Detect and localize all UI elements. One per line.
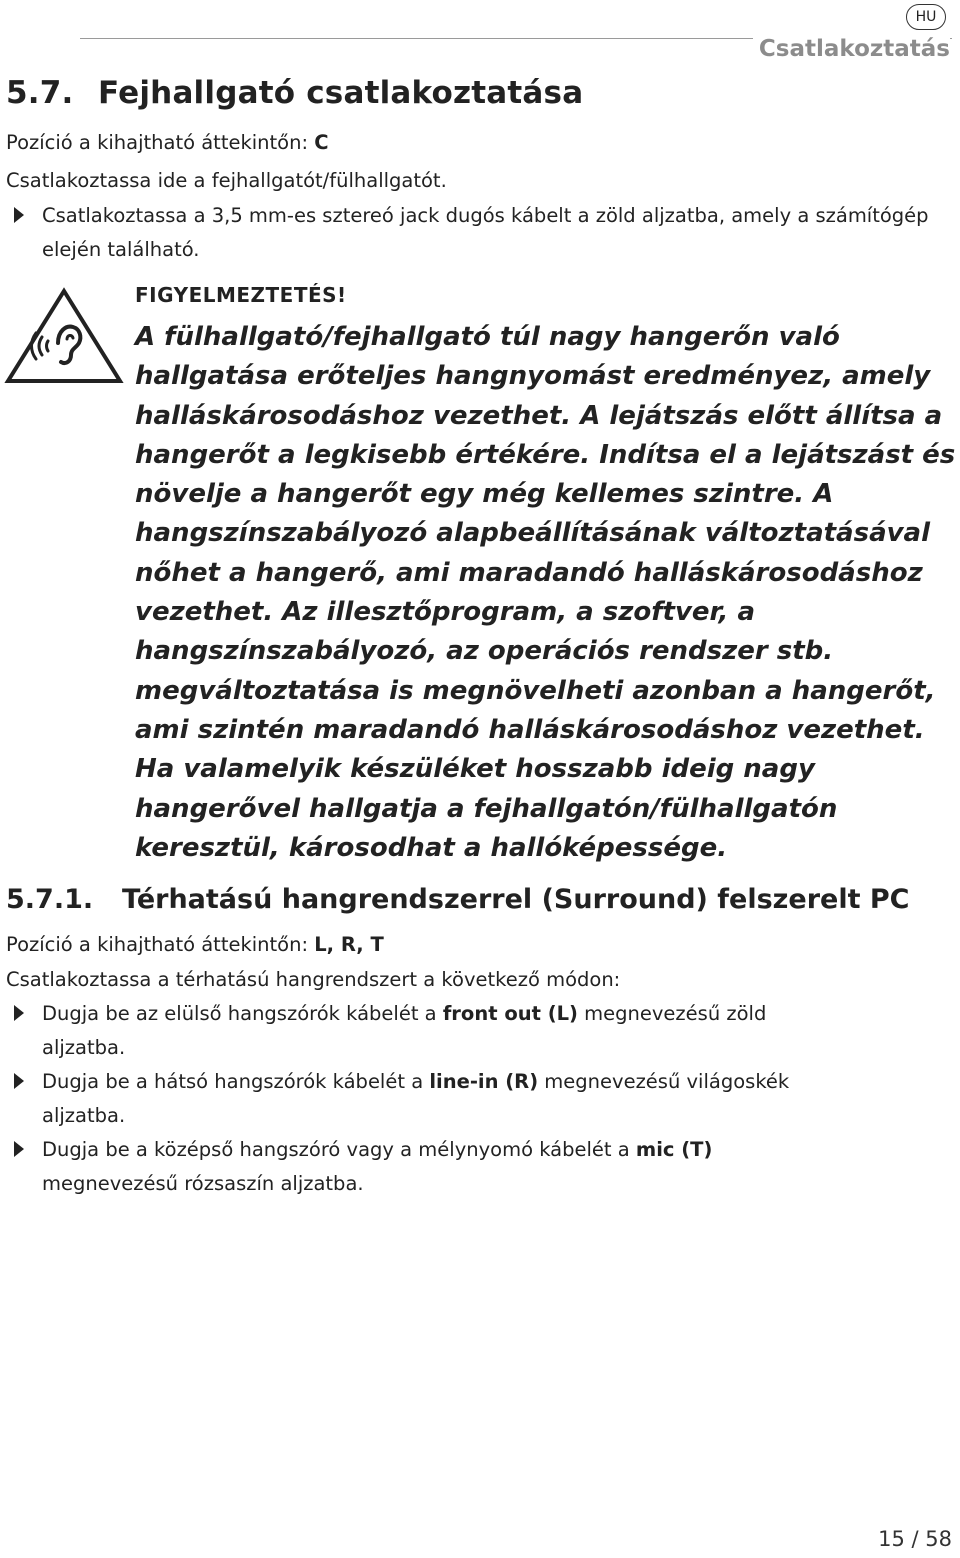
section-title: Fejhallgató csatlakoztatása: [98, 75, 584, 111]
position-value: L, R, T: [314, 933, 384, 956]
list-item-text: megnevezésű világoskék: [538, 1070, 790, 1093]
intro-text: Csatlakoztassa ide a fejhallgatót/fülhallgatót.: [6, 169, 447, 192]
bullet-arrow-icon: [14, 1005, 24, 1021]
header-section-title: Csatlakoztatás: [753, 36, 950, 62]
list-item-text: aljzatba.: [42, 1104, 126, 1127]
list-item-text: megnevezésű rózsaszín aljzatba.: [42, 1172, 364, 1195]
bullet-arrow-icon: [14, 1073, 24, 1089]
section-number: 5.7.: [6, 75, 74, 111]
subsection-number: 5.7.1.: [6, 884, 94, 915]
list-item: [6, 199, 946, 267]
list-item-text: megnevezésű zöld: [577, 1002, 767, 1025]
subsection-title: Térhatású hangrendszerrel (Surround) felszerelt PC: [122, 884, 910, 915]
position-prefix: Pozíció a kihajtható áttekintőn:: [6, 131, 315, 154]
section-heading: [6, 75, 583, 111]
subsection-heading: [6, 884, 909, 915]
page-number: 15 / 58: [878, 1527, 952, 1551]
position-line: [6, 928, 384, 962]
socket-label: mic (T): [635, 1138, 713, 1161]
bullet-arrow-icon: [14, 207, 24, 223]
socket-label: line-in (R): [429, 1070, 539, 1093]
list-item: [6, 1065, 946, 1133]
list-item-text: Dugja be a középső hangszóró vagy a mélynyomó kábelét a: [42, 1138, 636, 1161]
bullet-arrow-icon: [14, 1141, 24, 1157]
language-badge: HU: [906, 4, 946, 30]
list-item: [6, 1133, 946, 1201]
list-item: [6, 997, 946, 1065]
socket-label: front out (L): [442, 1002, 578, 1025]
ear-warning-icon: [4, 287, 124, 387]
intro-text: Csatlakoztassa a térhatású hangrendszert a következő módon:: [6, 968, 621, 991]
position-prefix: Pozíció a kihajtható áttekintőn:: [6, 933, 315, 956]
list-item-text: Dugja be az elülső hangszórók kábelét a: [42, 1002, 443, 1025]
position-line: [6, 126, 329, 160]
warning-text: A fülhallgató/fejhallgató túl nagy hangerőn való hallgatása erőteljes hangnyomást eredményez, amely halláskárosodáshoz vezethet. A lejátszás előtt állítsa a hangerőt a legkisebb értékére. Indítsa el a lejátszást és növelje a hangerőt egy még kellemes szintre. A hangszínszabályozó alapbeállításának változtatásával nőhet a hangerő, ami maradandó halláskárosodáshoz vezethet. Az illesztőprogram, a szoftver, a hangszínszabályozó, az operációs rendszer stb. megváltoztatása is megnövelheti azonban a hangerőt, ami szintén maradandó halláskárosodáshoz vezethet. Ha valamelyik készüléket hosszabb ideig nagy hangerővel hallgatja a fejhallgatón/fülhallgatón keresztül, károsodhat a hallóképessége.: [135, 322, 956, 863]
position-value: C: [314, 131, 329, 154]
list-item-text: aljzatba.: [42, 1036, 126, 1059]
warning-title: FIGYELMEZTETÉS!: [135, 283, 347, 307]
list-item-text: Dugja be a hátsó hangszórók kábelét a: [42, 1070, 430, 1093]
list-item-text: Csatlakoztassa a 3,5 mm-es sztereó jack dugós kábelt a zöld aljzatba, amely a számítógép elején található.: [42, 204, 929, 261]
